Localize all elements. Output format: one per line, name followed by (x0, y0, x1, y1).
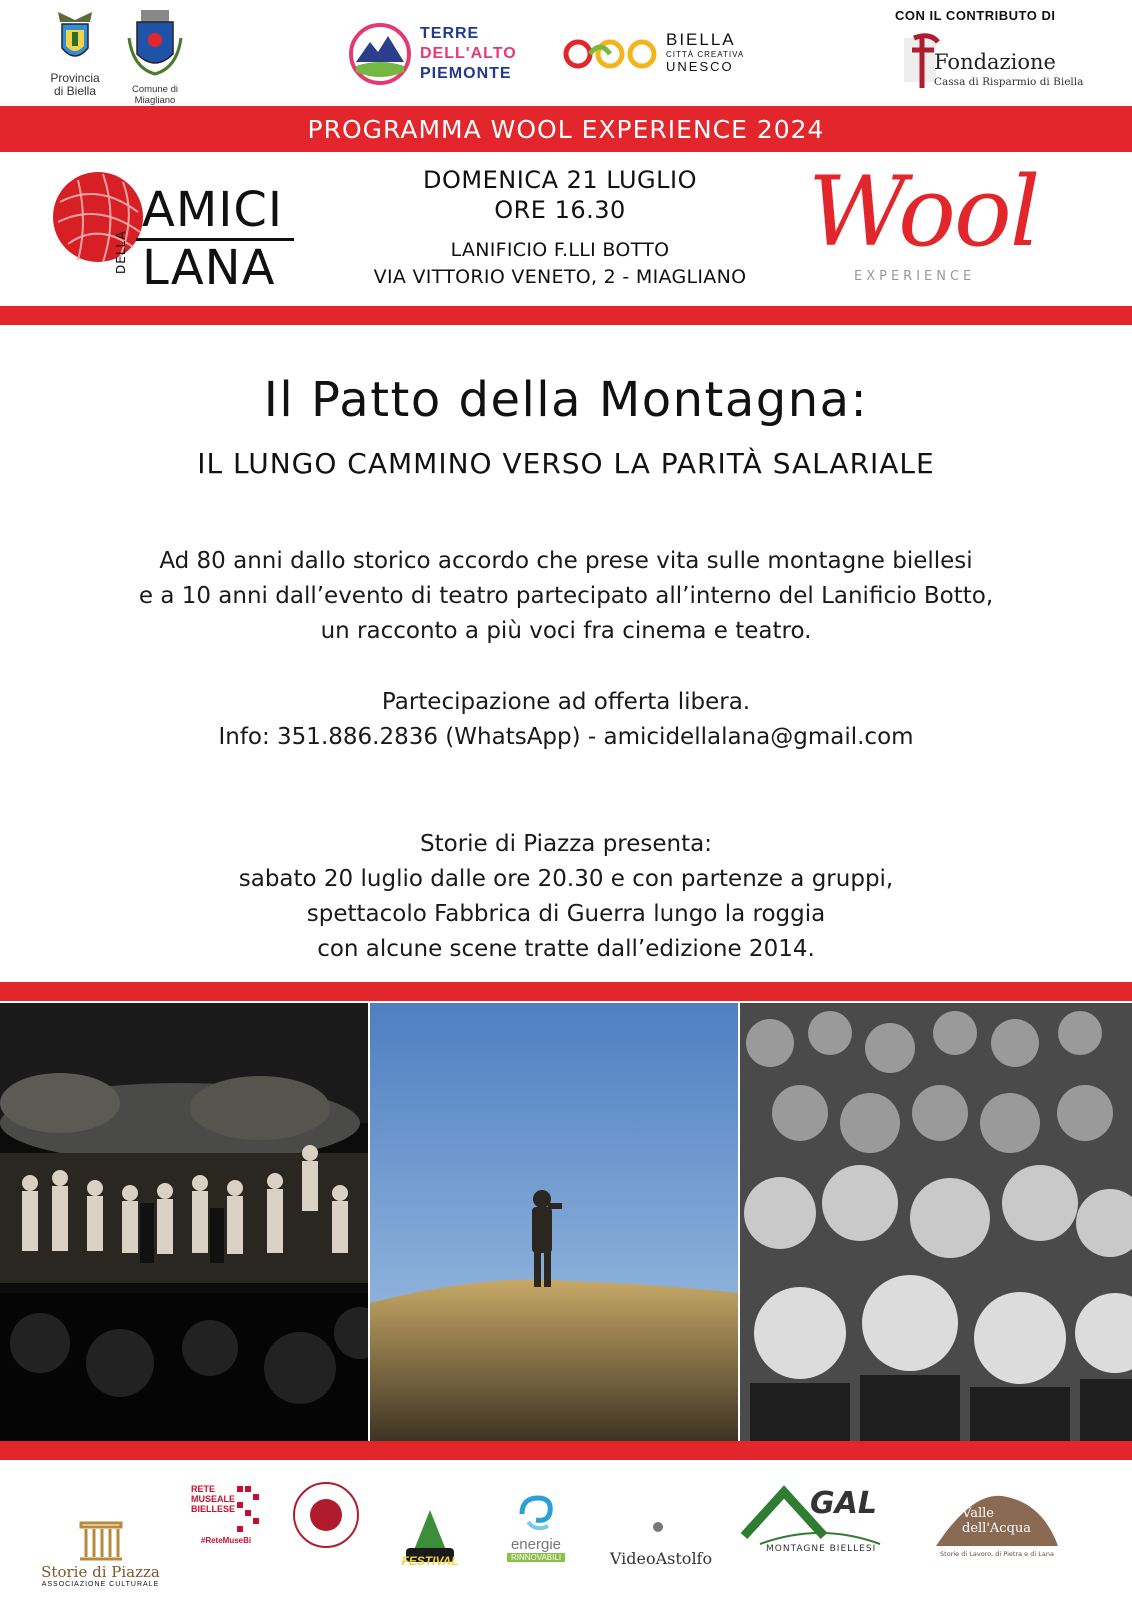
comune-crest-icon (115, 8, 195, 78)
description-line: un racconto a più voci fra cinema e teatro. (320, 618, 812, 644)
rete-line: RETE (191, 1484, 216, 1494)
unesco-word: UNESCO (666, 59, 734, 74)
storie-line: sabato 20 luglio dalle ore 20.30 e con partenze a gruppi, (238, 866, 894, 892)
event-address: VIA VITTORIO VENETO, 2 - MIAGLIANO (373, 266, 747, 288)
theatre-scene-image (0, 1003, 368, 1441)
moon-icon (636, 1505, 686, 1549)
description-line: Ad 80 anni dallo storico accordo che prese vita sulle montagne biellesi (159, 548, 973, 574)
event-band-bottom-bar (0, 306, 1132, 325)
citta-creativa-word: CITTÀ CREATIVA (666, 50, 745, 59)
biella-word: BIELLA (666, 30, 736, 49)
fondazione-word: Fondazione (934, 50, 1056, 74)
description-line: e a 10 anni dall’evento di teatro partecipato all’interno del Lanificio Botto, (138, 583, 994, 609)
crowd-photo (740, 1003, 1132, 1441)
rete-line: BIELLESE (191, 1504, 236, 1514)
wool-experience-logo (808, 156, 1068, 295)
photo-top-bar (0, 982, 1132, 1001)
experience-word: EXPERIENCE (854, 269, 976, 284)
festival-logo (394, 1480, 466, 1568)
lana-word: LANA (142, 240, 276, 296)
grid-squares-icon (235, 1484, 261, 1534)
montagne-word: MONTAGNE BIELLESI (766, 1544, 877, 1554)
main-title: Il Patto della Montagna: (263, 372, 869, 428)
rete-museale-logo (191, 1484, 256, 1568)
description (0, 544, 1132, 649)
wool-word: Wool (808, 156, 1039, 268)
historic-crowd-image (740, 1003, 1132, 1441)
consorzio-biella-logo (290, 1480, 362, 1560)
program-title: PROGRAMMA WOOL EXPERIENCE 2024 (307, 114, 825, 144)
mountain-hiker-image (370, 1003, 738, 1441)
event-info (320, 165, 800, 291)
amici-word: AMICI (142, 182, 284, 238)
fondazione-logo (900, 30, 1084, 96)
consorzio-seal-icon (291, 1480, 361, 1550)
storie-line: Storie di Piazza presenta: (420, 831, 712, 857)
terre-line-2: DELL'ALTO (420, 45, 517, 62)
valle-sub: Storie di Lavoro, di Pietra e di Lana (940, 1550, 1054, 1558)
contributo-label: CON IL CONTRIBUTO DI (895, 8, 1056, 23)
storie-block (0, 827, 1132, 967)
columns-icon (76, 1513, 126, 1563)
provincia-name: Provincia di Biella (50, 71, 100, 98)
valle-word: Valle dell'Acqua (962, 1506, 1032, 1536)
videoastolfo-word: VideoAstolfo (609, 1549, 713, 1568)
biella-unesco-logo (560, 30, 745, 80)
energie-word: energie (510, 1536, 562, 1553)
subtitle: IL LUNGO CAMMINO VERSO LA PARITÀ SALARIALE (197, 447, 935, 480)
rete-line: MUSEALE (191, 1494, 236, 1504)
storie-sub: ASSOCIAZIONE CULTURALE (41, 1581, 160, 1588)
amici-della-lana-logo (48, 162, 308, 298)
gal-montagne-logo (740, 1480, 890, 1564)
info-block (0, 685, 1132, 755)
valle-acqua-logo (932, 1488, 1062, 1566)
partner-logos (0, 1470, 1132, 1590)
comune-logo (115, 8, 195, 106)
offerta-line: Partecipazione ad offerta libera. (381, 689, 751, 715)
terre-line-3: PIEMONTE (420, 65, 512, 82)
event-date: DOMENICA 21 LUGLIO (423, 166, 697, 194)
rinnovabili-word: RINNOVABILI (507, 1553, 565, 1562)
gal-word: GAL (810, 1486, 877, 1521)
festival-word: FESTIVAL (401, 1554, 459, 1568)
della-word: DELLA (114, 230, 128, 274)
contact-line: Info: 351.886.2836 (WhatsApp) - amicidellalana@gmail.com (218, 724, 914, 750)
cassa-word: Cassa di Risparmio di Biella (934, 76, 1084, 88)
provincia-crest-icon (40, 8, 110, 70)
storie-line: con alcune scene tratte dall’edizione 2014. (317, 936, 815, 962)
event-venue: LANIFICIO F.LLI BOTTO (450, 239, 670, 261)
provincia-logo (40, 8, 110, 100)
storie-name: Storie di Piazza (41, 1563, 160, 1581)
energie-rinnovabili-logo (496, 1482, 576, 1562)
storie-di-piazza-logo (38, 1480, 163, 1588)
energy-swirl-icon (514, 1492, 558, 1536)
event-time: ORE 16.30 (494, 196, 626, 224)
program-bar (0, 106, 1132, 152)
theatre-photo (0, 1003, 368, 1441)
comune-name: Comune di Miagliano (132, 84, 178, 106)
mountain-circle-icon (348, 22, 412, 86)
videoastolfo-logo (606, 1482, 716, 1568)
mountain-photo (370, 1003, 738, 1441)
photo-bottom-bar (0, 1441, 1132, 1460)
rete-tag: #ReteMuseBi (200, 1536, 252, 1545)
storie-line: spettacolo Fabbrica di Guerra lungo la roggia (306, 901, 826, 927)
terre-alto-piemonte-logo (348, 22, 543, 86)
infinity-loop-icon (560, 32, 660, 76)
terre-line-1: TERRE (420, 25, 480, 42)
